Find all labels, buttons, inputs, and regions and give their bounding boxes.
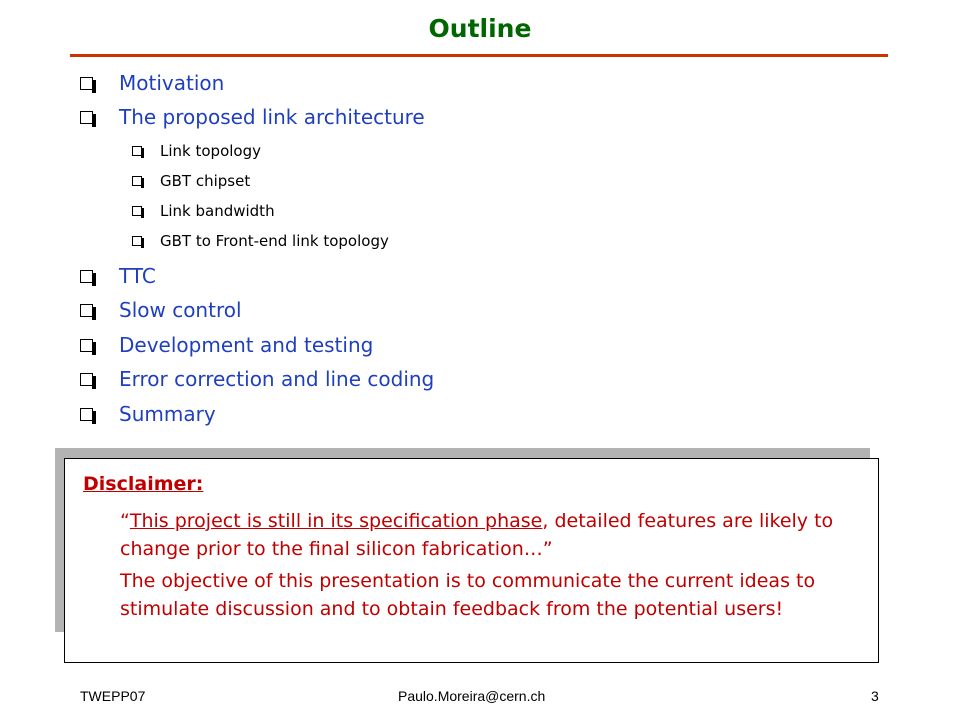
checkbox-bullet-icon bbox=[132, 176, 142, 186]
footer-email: Paulo.Moreira@cern.ch bbox=[398, 688, 546, 704]
outline-item-label: Development and testing bbox=[119, 333, 374, 357]
checkbox-bullet-icon bbox=[132, 236, 142, 246]
quote-underlined-text: This project is still in its specification phase bbox=[129, 510, 543, 532]
outline-item-label: Slow control bbox=[119, 298, 242, 322]
checkbox-bullet-icon bbox=[80, 304, 93, 317]
checkbox-bullet-icon bbox=[80, 373, 93, 386]
checkbox-bullet-icon bbox=[80, 270, 93, 283]
outline-subitem-gbt-frontend-topology bbox=[132, 232, 389, 250]
outline-subitem-gbt-chipset bbox=[132, 172, 250, 190]
outline-item-label: Summary bbox=[119, 402, 216, 426]
slide-title: Outline bbox=[428, 14, 532, 43]
checkbox-bullet-icon bbox=[132, 206, 142, 216]
outline-item-slow-control bbox=[80, 298, 242, 322]
outline-item-development-testing bbox=[80, 333, 373, 357]
footer-page-number: 3 bbox=[871, 688, 879, 704]
outline-item-label: TTC bbox=[119, 264, 156, 288]
disclaimer-quote bbox=[120, 507, 840, 563]
checkbox-bullet-icon bbox=[80, 339, 93, 352]
checkbox-bullet-icon bbox=[80, 408, 93, 421]
outline-item-error-correction bbox=[80, 367, 434, 391]
title-underline-rule bbox=[70, 54, 888, 57]
outline-item-label: Link topology bbox=[160, 142, 261, 160]
disclaimer-objective-paragraph: The objective of this presentation is to communicate the current ideas to stimulate discussion and to obtain feedback from the potential users! bbox=[120, 570, 816, 620]
outline-subitem-link-topology bbox=[132, 142, 261, 160]
outline-item-ttc bbox=[80, 264, 156, 288]
disclaimer-heading: Disclaimer: bbox=[83, 473, 204, 495]
outline-item-summary bbox=[80, 402, 216, 426]
outline-item-motivation bbox=[80, 71, 224, 95]
outline-item-label: The proposed link architecture bbox=[119, 105, 425, 129]
outline-item-label: Motivation bbox=[119, 71, 225, 95]
checkbox-bullet-icon bbox=[80, 111, 93, 124]
checkbox-bullet-icon bbox=[80, 77, 93, 90]
outline-subitem-link-bandwidth bbox=[132, 202, 275, 220]
quote-rest-text: , detailed features are likely to change prior to the final silicon fabrication…” bbox=[120, 510, 834, 560]
outline-item-label: GBT to Front-end link topology bbox=[160, 232, 389, 250]
outline-item-label: Link bandwidth bbox=[160, 202, 275, 220]
outline-item-label: Error correction and line coding bbox=[119, 367, 435, 391]
outline-item-link-architecture bbox=[80, 105, 425, 129]
disclaimer-box bbox=[64, 458, 879, 663]
open-quote: “ bbox=[120, 510, 130, 532]
outline-item-label: GBT chipset bbox=[160, 172, 251, 190]
checkbox-bullet-icon bbox=[132, 146, 142, 156]
footer-conference: TWEPP07 bbox=[80, 688, 146, 704]
